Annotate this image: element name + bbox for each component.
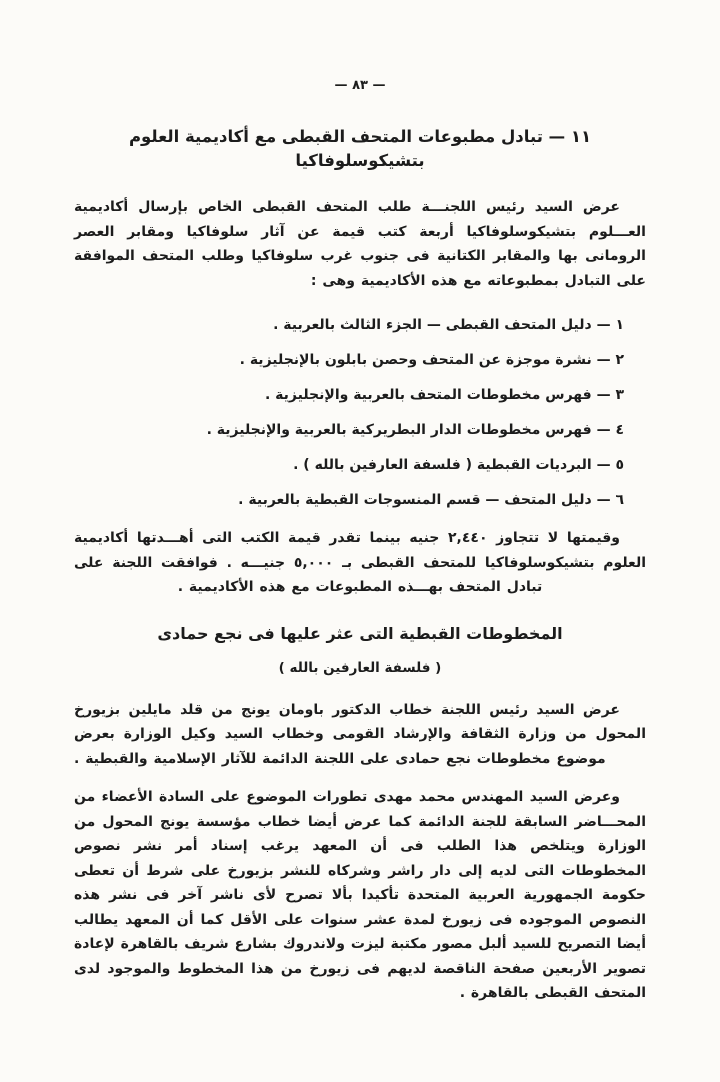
letter-paragraph: عرض السيد رئيس اللجنة خطاب الدكتور باومان يونج من قلد مايلين بزيورخ المحول من وزارة الثقافة والإرشاد القومى وخطاب السيد وكيل الوزارة بعرض موضوع مخطوطات نجع حمادى على اللجنة الدائمة للآثار الإسلامية والقبطية . bbox=[74, 701, 646, 767]
list-item: ٣ — فهرس مخطوطات المتحف بالعربية والإنجليزية . bbox=[264, 387, 624, 403]
list-item: ٥ — البرديات القبطية ( فلسفة العارفين بالله ) . bbox=[293, 457, 624, 473]
manuscripts-subtitle: ( فلسفة العارفين بالله ) bbox=[278, 659, 442, 676]
list-item: ٢ — نشرة موجزة عن المتحف وحصن بابلون بالإنجليزية . bbox=[239, 352, 624, 368]
page-number: — ٨٣ — bbox=[334, 78, 386, 93]
list-item: ١ — دليل المتحف القبطى — الجزء الثالث بالعربية . bbox=[273, 317, 624, 333]
list-item: ٤ — فهرس مخطوطات الدار البطريركية بالعربية والإنجليزية . bbox=[206, 422, 624, 438]
list-item: ٦ — دليل المتحف — قسم المنسوجات القبطية بالعربية . bbox=[238, 492, 624, 508]
value-paragraph: وقيمتها لا تتجاوز ٢,٤٤٠ جنيه بينما تقدر قيمة الكتب التى أهـــدتها أكاديمية العلوم بتشيكوسلوفاكيا للمتحف القبطى بـ ٥,٠٠٠ جنيـــه . فوافقت اللجنة على تبادل المتحف بهـــذه المطبوعات مع هذه الأكاديمية . bbox=[74, 530, 646, 595]
manuscripts-heading: المخطوطات القبطية التى عثر عليها فى نجع حمادى bbox=[157, 623, 563, 643]
developments-paragraph: وعرض السيد المهندس محمد مهدى تطورات الموضوع على السادة الأعضاء من المحـــاضر السابقة للجنة الدائمة كما عرض أيضا خطاب مؤسسة يونج المحول من الوزارة ويتلخص هذا الطلب فى أن المعهد يرغب إسناد أمر نشر نصوص المخطوطات التى لديه إلى دار راشر وشركاه للنشر بزيورخ على شرط أن تعطى حكومة الجمهورية العربية المتحدة تأكيدا بألا تصرح لأى ناشر آخر فى نشر هذه النصوص الموجوده فى زيورخ لمدة عشر سنوات على الأقل كما أن المعهد يطالب أيضا التصريح للسيد ألبل مصور مكتبة ليزت ولاندروك بشارع شريف بالقاهرة لإعادة تصوير الأربعين صفحة الناقصة لديهم فى زيورخ من هذا المخطوط والموجود لدى المتحف القبطى بالقاهرة . bbox=[74, 789, 646, 1001]
intro-paragraph: عرض السيد رئيس اللجنـــة طلب المتحف القبطى الخاص بإرسال أكاديمية العـــلوم بتشيكوسلوفاكيا أربعة كتب قيمة عن آثار سلوفاكيا ومقابر العصر الرومانى بها والمقابر الكتانية فى جنوب غرب سلوفاكيا وطلب المتحف الموافقة على التبادل بمطبوعاته مع هذه الأكاديمية وهى : bbox=[74, 199, 646, 289]
publications-list bbox=[74, 313, 646, 512]
section-heading: ١١ — تبادل مطبوعات المتحف القبطى مع أكاديمية العلوم بتشيكوسلوفاكيا bbox=[128, 127, 592, 170]
